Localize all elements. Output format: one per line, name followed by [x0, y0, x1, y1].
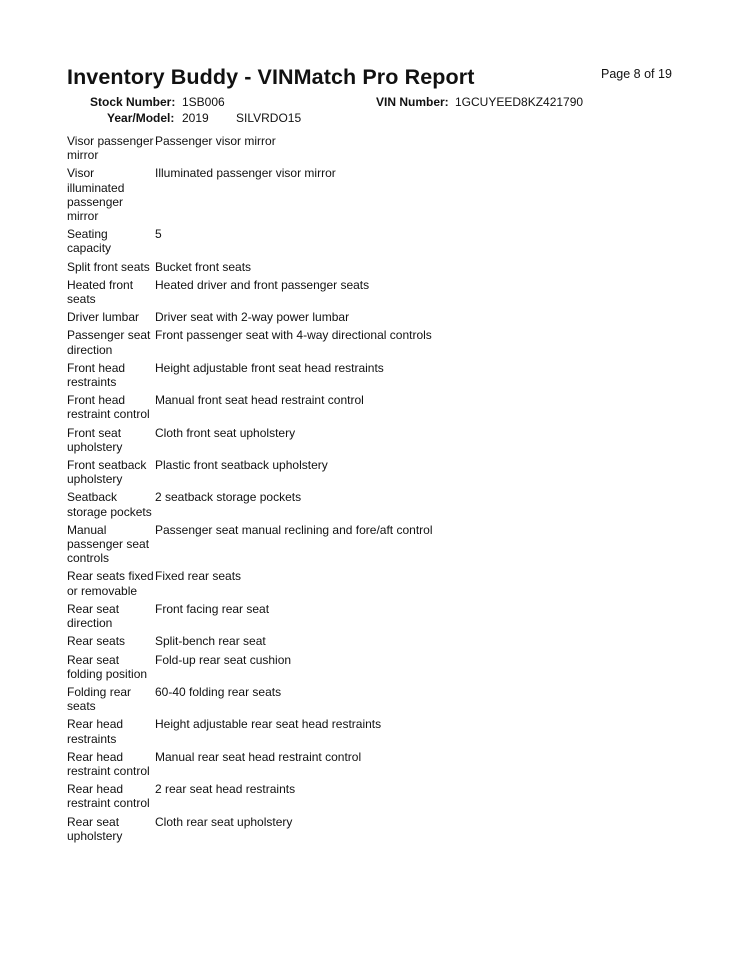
feature-value: Height adjustable front seat head restraints [155, 360, 384, 375]
feature-value: 2 seatback storage pockets [155, 490, 302, 505]
feature-value: Passenger seat manual reclining and fore/aft control [155, 522, 433, 537]
feature-value: Manual front seat head restraint control [155, 393, 364, 408]
feature-label: Seatback storage pockets [67, 490, 152, 519]
feature-row [67, 134, 687, 162]
feature-row [67, 782, 687, 810]
feature-label: Folding rear seats [67, 684, 132, 714]
feature-row [67, 490, 687, 518]
feature-row [67, 685, 687, 713]
feature-value: Driver seat with 2-way power lumbar [155, 310, 350, 325]
feature-row [67, 602, 687, 630]
feature-label: Front seatback upholstery [67, 458, 147, 487]
feature-value: Manual rear seat head restraint control [155, 749, 362, 764]
feature-label: Seating capacity [67, 227, 112, 256]
feature-row [67, 361, 687, 389]
feature-row [67, 426, 687, 454]
feature-value: Plastic front seatback upholstery [155, 458, 328, 473]
feature-row [67, 717, 687, 745]
feature-row [67, 393, 687, 421]
vin-number-label: VIN Number: [376, 95, 449, 109]
feature-label: Rear seat folding position [67, 652, 148, 681]
feature-row [67, 227, 687, 255]
feature-list [67, 134, 687, 847]
feature-label: Visor illuminated passenger mirror [67, 166, 125, 224]
feature-row [67, 815, 687, 843]
feature-label: Rear seat direction [67, 601, 120, 631]
feature-row [67, 260, 687, 274]
feature-row [67, 634, 687, 648]
year-model-label: Year/Model: [107, 111, 175, 125]
feature-value: Illuminated passenger visor mirror [155, 166, 336, 181]
feature-value: 2 rear seat head restraints [155, 782, 296, 797]
feature-label: Driver lumbar [67, 310, 140, 325]
feature-label: Split front seats [67, 259, 150, 274]
feature-label: Rear seats fixed or removable [67, 569, 154, 598]
feature-label: Rear seats [67, 634, 126, 649]
feature-value: Heated driver and front passenger seats [155, 277, 370, 292]
feature-value: 60-40 folding rear seats [155, 684, 282, 699]
feature-value: Bucket front seats [155, 259, 252, 274]
feature-row [67, 166, 687, 223]
feature-label: Rear seat upholstery [67, 814, 123, 843]
page-number: Page 8 of 19 [601, 67, 672, 81]
feature-label: Heated front seats [67, 277, 134, 307]
feature-value: Passenger visor mirror [155, 134, 276, 148]
stock-number-label: Stock Number: [90, 95, 176, 109]
feature-value: Fixed rear seats [155, 569, 242, 584]
feature-label: Rear head restraints [67, 717, 124, 746]
report-title: Inventory Buddy - VINMatch Pro Report [67, 65, 475, 89]
feature-value: Split-bench rear seat [155, 634, 266, 649]
year-value: 2019 [182, 111, 209, 125]
feature-label: Visor passenger mirror [67, 134, 154, 163]
feature-value: Front passenger seat with 4-way directional controls [155, 328, 432, 343]
feature-row [67, 653, 687, 681]
feature-row [67, 328, 687, 356]
feature-label: Passenger seat direction [67, 328, 151, 357]
model-value: SILVRDO15 [236, 111, 302, 125]
feature-label: Front seat upholstery [67, 425, 123, 454]
feature-label: Front head restraints [67, 360, 126, 390]
feature-row [67, 569, 687, 597]
vin-number-value: 1GCUYEED8KZ421790 [455, 95, 584, 109]
feature-row [67, 750, 687, 778]
feature-value: Cloth front seat upholstery [155, 425, 296, 440]
stock-number-value: 1SB006 [182, 95, 225, 109]
feature-row [67, 458, 687, 486]
feature-label: Rear head restraint control [67, 782, 150, 811]
feature-label: Front head restraint control [67, 393, 150, 422]
feature-value: Fold-up rear seat cushion [155, 652, 292, 667]
feature-row [67, 310, 687, 324]
feature-label: Manual passenger seat controls [67, 522, 150, 566]
feature-value: 5 [155, 227, 162, 242]
feature-value: Height adjustable rear seat head restraints [155, 717, 382, 732]
feature-label: Rear head restraint control [67, 749, 150, 778]
feature-value: Front facing rear seat [155, 601, 270, 616]
feature-row [67, 523, 687, 566]
feature-value: Cloth rear seat upholstery [155, 814, 293, 829]
feature-row [67, 278, 687, 306]
